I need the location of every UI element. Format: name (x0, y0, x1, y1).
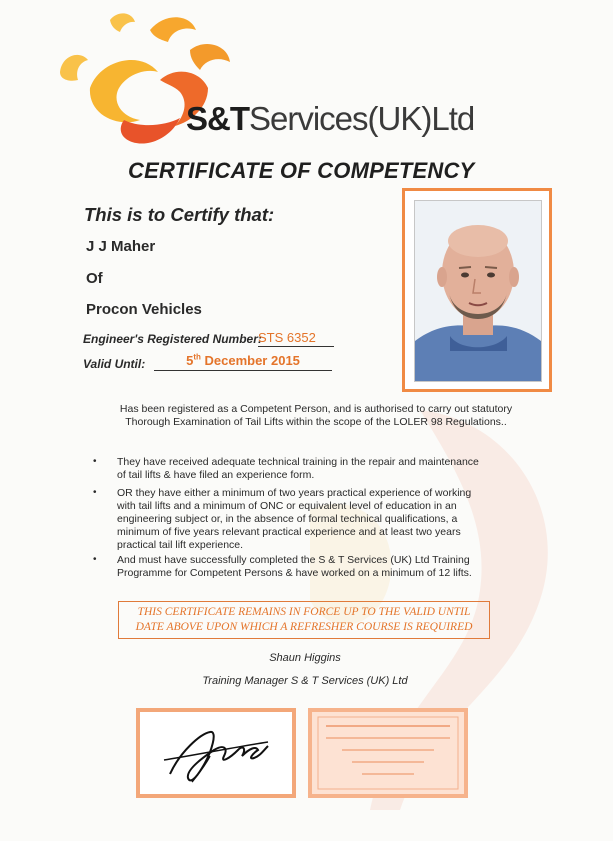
signature (140, 712, 292, 794)
bullet-dot: • (93, 554, 97, 565)
engineer-photo (414, 200, 542, 382)
bullet-dot: • (93, 456, 97, 467)
valid-day: 5 (186, 353, 194, 368)
portrait-illustration (415, 201, 541, 381)
valid-until-line (154, 352, 332, 371)
statement-line-1: Has been registered as a Competent Person, and is authorised to carry out statutory (119, 403, 513, 415)
validity-notice (118, 601, 490, 639)
bullet-1-line-1: They have received adequate technical training in the repair and maintenance (117, 456, 479, 468)
brand-wordmark (186, 98, 474, 140)
statement-line-2: Thorough Examination of Tail Lifts within the scope of the LOLER 98 Regulations.. (125, 416, 507, 428)
bullet-1 (117, 456, 517, 482)
bullet-2-line-5: practical tail lift experience. (117, 539, 244, 551)
bullet-3 (117, 554, 517, 580)
valid-until-label: Valid Until: (83, 357, 146, 371)
bullet-3-line-1: And must have successfully completed the S & T Services (UK) Ltd Training (117, 554, 470, 566)
bullet-2-line-3: engineering subject or, in the absence of formal technical qualifications, a (117, 513, 458, 525)
bullet-dot: • (93, 487, 97, 498)
registered-number-line (258, 329, 334, 347)
stamp-impression (312, 712, 464, 794)
notice-line-2: DATE ABOVE UPON WHICH A REFRESHER COURSE IS REQUIRED (135, 621, 473, 633)
signature-box (136, 708, 296, 798)
bullet-2 (117, 487, 517, 552)
bullet-2-line-1: OR they have either a minimum of two years practical experience of working (117, 487, 472, 499)
bullet-3-line-2: Programme for Competent Persons & have worked on a minimum of 12 lifts. (117, 567, 472, 579)
of-label: Of (86, 270, 103, 287)
signatory-role: Training Manager S & T Services (UK) Ltd (202, 675, 408, 687)
holder-name: J J Maher (86, 238, 156, 255)
bullet-2-line-2: with tail lifts and a minimum of ONC or equivalent level of education in an (117, 500, 457, 512)
photo-frame (402, 188, 552, 392)
certificate-title: CERTIFICATE OF COMPETENCY (128, 158, 475, 183)
company-stamp (308, 708, 468, 798)
valid-suffix: th (193, 352, 201, 362)
brand-rest: Services(UK)Ltd (249, 100, 475, 137)
valid-until-value (186, 353, 300, 368)
valid-rest: December 2015 (204, 353, 300, 368)
notice-line-1: THIS CERTIFICATE REMAINS IN FORCE UP TO THE VALID UNTIL (137, 606, 471, 618)
brand-bold: S&T (186, 100, 249, 137)
signatory-name: Shaun Higgins (269, 652, 341, 664)
bullet-2-line-4: minimum of five years relevant practical experience and at least two years (117, 526, 461, 538)
registered-number-label: Engineer's Registered Number: (83, 332, 262, 346)
registered-number-value: STS 6352 (258, 330, 316, 345)
certify-heading: This is to Certify that: (84, 204, 275, 225)
bullet-1-line-2: of tail lifts & have filed an experience form. (117, 469, 315, 481)
holder-company: Procon Vehicles (86, 301, 202, 318)
